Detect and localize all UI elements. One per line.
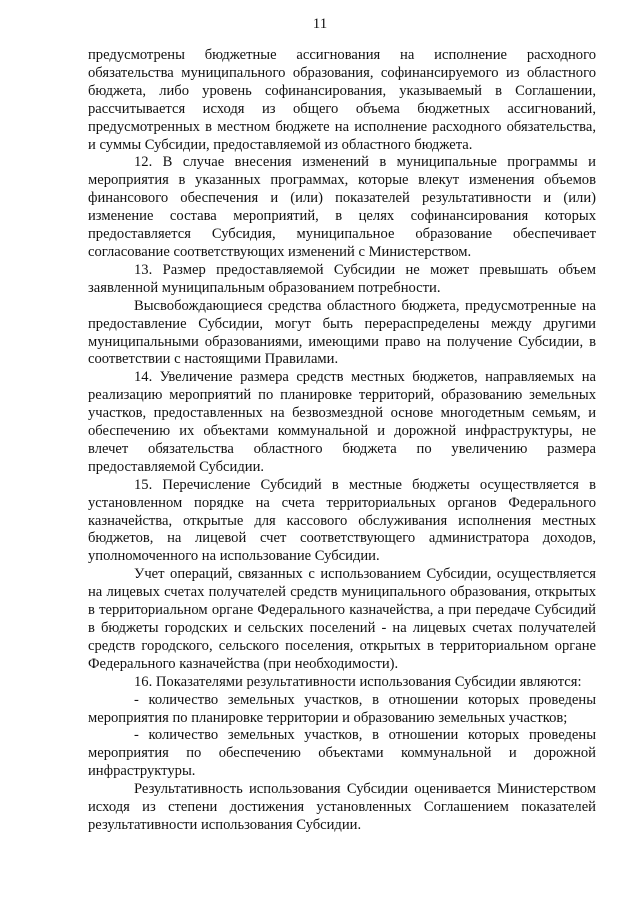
paragraph: предусмотрены бюджетные ассигнования на исполнение расходного обязательства муниципального образования, софинансируемого из областного бюджета, либо уровень софинансирования, указываемый в Соглашении, рассчитывается исходя из общего объема бюджетных ассигнований, предусмотренных в местном бюджете на исполнение расходного обязательства, и суммы Субсидии, предоставляемой из областного бюджета. [88, 47, 596, 153]
paragraph: 16. Показателями результативности использования Субсидии являются: [134, 673, 582, 690]
paragraph: Учет операций, связанных с использованием Субсидии, осуществляется на лицевых счетах получателей средств муниципального образования, открытых в территориальном органе Федерального казначейства, а при передаче Субсидий в бюджеты городских и сельских поселений - на лицевых счетах получателей средств городского, сельского поселения, открытых в территориальном органе Федерального казначейства (при необходимости). [88, 566, 596, 672]
paragraph: 15. Перечисление Субсидий в местные бюджеты осуществляется в установленном порядке на счета территориальных органов Федерального казначейства, открытые для кассового обслуживания исполнения местных бюджетов, на лицевой счет соответствующего администратора доходов, уполномоченного на использование Субсидии. [88, 476, 596, 565]
paragraph: 13. Размер предоставляемой Субсидии не может превышать объем заявленной муниципальным образованием потребности. [88, 261, 596, 296]
list-item: - количество земельных участков, в отношении которых проведены мероприятия по обеспечению объектами коммунальной и дорожной инфраструктуры. [88, 727, 596, 780]
list-item: - количество земельных участков, в отношении которых проведены мероприятия по планировке территории и образованию земельных участков; [88, 691, 596, 726]
paragraph: 14. Увеличение размера средств местных бюджетов, направляемых на реализацию мероприятий по планировке территорий, образованию земельных участков, предоставленных на безвозмездной основе многодетным семьям, и обеспечению их объектами коммунальной и дорожной инфраструктуры, не влечет обязательства областного бюджета по увеличению размера предоставляемой Субсидии. [88, 369, 596, 475]
page-number: 11 [312, 16, 328, 32]
paragraph: 12. В случае внесения изменений в муниципальные программы и мероприятия в указанных программах, которые влекут изменения объемов финансового обеспечения и (или) показателей результативности и (или) изменение состава мероприятий, в целях софинансирования которых предоставляется Субсидия, муниципальное образование обеспечивает согласование соответствующих изменений с Министерством. [88, 154, 596, 260]
paragraph: Высвобождающиеся средства областного бюджета, предусмотренные на предоставление Субсидии, могут быть перераспределены между другими муниципальными образованиями, имеющими право на получение Субсидии, в соответствии с настоящими Правилами. [88, 297, 596, 368]
paragraph: Результативность использования Субсидии оценивается Министерством исходя из степени достижения установленных Соглашением показателей результативности использования Субсидии. [88, 781, 596, 833]
document-body [88, 47, 596, 835]
